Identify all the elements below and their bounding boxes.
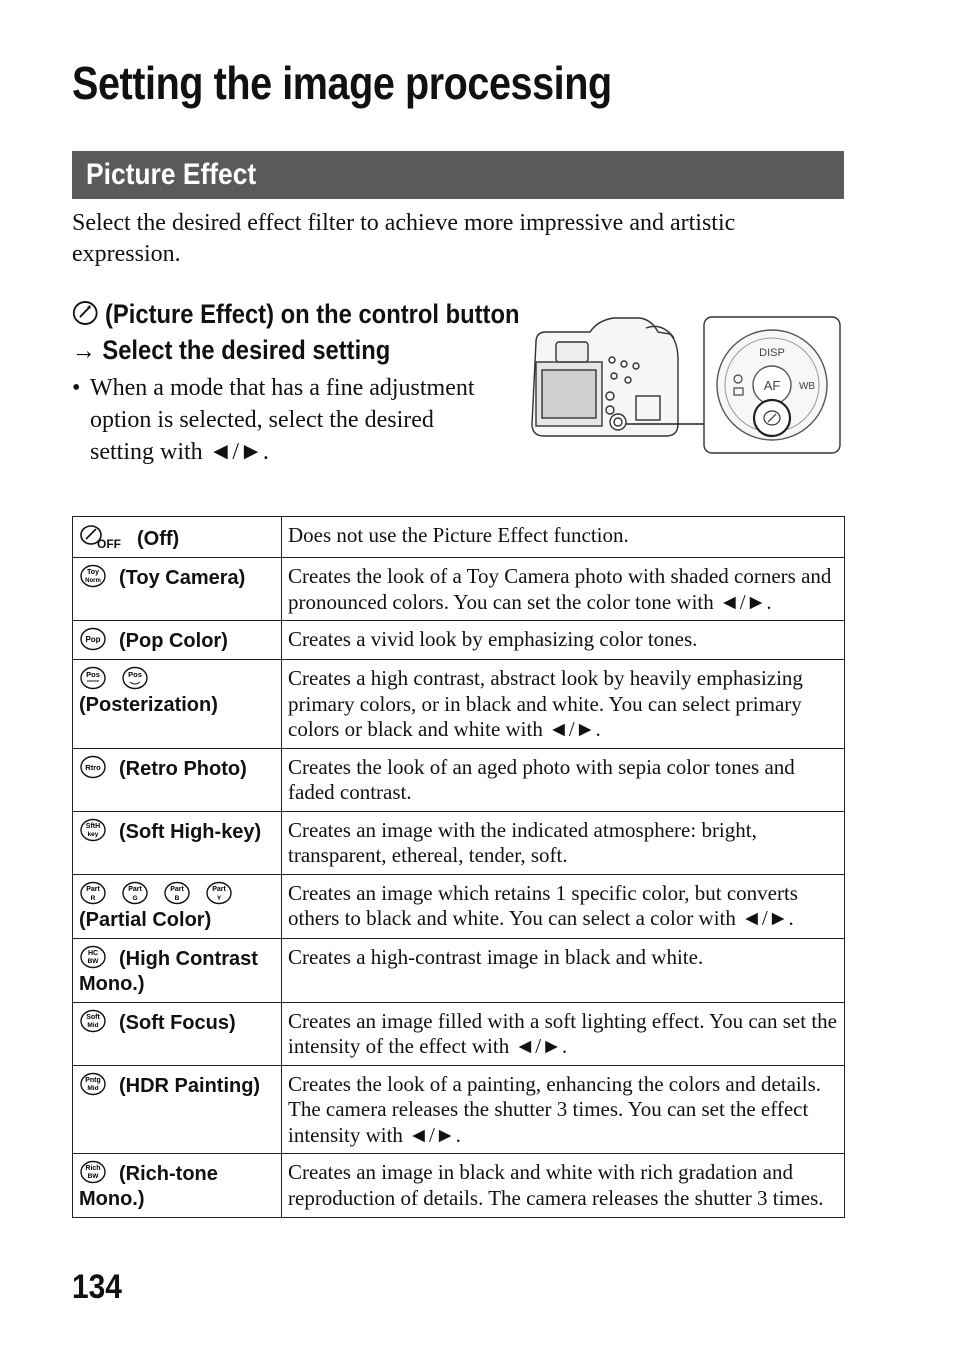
svg-text:Norm: Norm [85,578,101,584]
step-heading [72,296,542,368]
svg-text:key: key [87,830,99,838]
effect-description: Creates a high-contrast image in black and white. [282,938,845,1002]
effect-name-cell [73,1154,282,1218]
svg-text:BW: BW [87,1173,99,1180]
bullet-dot-icon: • [72,375,81,401]
dial-right-label: WB [798,381,816,392]
table-row [73,748,845,811]
table-row [73,660,845,749]
dial-center-label: AF [763,378,781,393]
effect-name: (Retro Photo) [119,757,247,780]
section-title: Picture Effect [86,158,257,191]
arrow-icon: → [72,335,96,365]
svg-text:G: G [132,894,138,902]
posterization-bw-icon [121,666,149,690]
svg-text:Pos: Pos [128,670,142,679]
effect-name: (Rich-tone Mono.) [79,1163,218,1210]
table-row [73,811,845,874]
effect-description: Creates an image which retains 1 specific color, but converts others to black and white. You can select a color with ◄/►. [282,874,845,938]
effect-name-cell [73,874,282,938]
svg-text:Pntg: Pntg [85,1076,101,1084]
effect-name: (Off) [137,528,180,550]
camera-body-icon [532,318,678,436]
svg-text:Part: Part [170,885,184,893]
table-row [73,874,845,938]
table-row [73,517,845,558]
svg-text:Toy: Toy [87,569,99,576]
partial-color-blue-icon [163,881,191,905]
table-row [73,1154,845,1218]
page-title: Setting the image processing [72,57,612,109]
rich-tone-mono-icon [79,1160,107,1184]
effect-name-cell [73,1065,282,1154]
effect-description: Creates a vivid look by emphasizing color tones. [282,621,845,660]
effect-description: Does not use the Picture Effect function. [282,517,845,558]
effect-description: Creates the look of a Toy Camera photo with shaded corners and pronounced colors. You can set the color tone with ◄/►. [282,558,845,621]
svg-text:BW: BW [87,957,99,965]
retro-photo-icon [79,755,107,779]
page-number: 134 [72,1268,122,1306]
soft-high-key-icon [79,818,107,842]
svg-text:Mid: Mid [87,1021,99,1029]
effect-name: (Partial Color) [79,908,212,931]
effect-description: Creates an image filled with a soft lighting effect. You can set the intensity of the effect with ◄/►. [282,1002,845,1065]
instruction-text: When a mode that has a fine adjustment option is selected, select the desired setting with ◄/►. [90,375,475,465]
svg-text:Part: Part [128,885,142,893]
svg-text:Rich: Rich [85,1165,101,1172]
effect-name-cell [73,748,282,811]
soft-focus-icon [79,1009,107,1033]
table-row [73,938,845,1002]
effect-description: Creates a high contrast, abstract look by heavily emphasizing primary colors, or in black and white. You can select primary colors or black and white with ◄/►. [282,660,845,749]
effect-name-cell [73,621,282,660]
svg-text:Y: Y [216,894,222,902]
effect-name: (Soft High-key) [119,820,262,843]
table-row [73,621,845,660]
effects-table [72,516,845,1218]
effect-name: (HDR Painting) [119,1074,261,1097]
effect-name: (Toy Camera) [119,567,246,589]
toy-camera-icon [79,564,107,588]
table-row [73,558,845,621]
svg-text:SftH: SftH [85,822,101,830]
dial-top-label: DISP [759,347,785,359]
posterization-color-icon [79,666,107,690]
effect-name: (Soft Focus) [119,1011,236,1034]
pop-color-icon [79,627,107,651]
svg-text:Part: Part [212,885,226,893]
svg-text:Pop: Pop [85,635,101,644]
table-row [73,1002,845,1065]
svg-text:R: R [90,894,96,902]
camera-illustration [528,312,844,458]
effect-name-cell [73,517,282,558]
intro-text: Select the desired effect filter to achieve more impressive and artistic expression. [72,210,736,267]
effect-description: Creates an image in black and white with rich gradation and reproduction of details. The camera releases the shutter 3 times. [282,1154,845,1218]
control-dial-icon [717,330,827,440]
step-heading-part2: Select the desired setting [102,335,391,365]
high-contrast-mono-icon [79,945,107,969]
step-heading-part1: (Picture Effect) on the control button [105,299,520,329]
effect-name: (High Contrast Mono.) [79,947,258,995]
effect-name-cell [73,1002,282,1065]
effect-description: Creates the look of a painting, enhancing the colors and details. The camera releases the shutter 3 times. You can set the effect intensity with ◄/►. [282,1065,845,1154]
svg-text:HC: HC [87,949,99,957]
svg-text:B: B [174,894,180,902]
effect-description: Creates an image with the indicated atmosphere: bright, transparent, ethereal, tender, soft. [282,811,845,874]
svg-text:Mid: Mid [87,1084,99,1092]
svg-text:Pos: Pos [86,670,100,679]
hdr-painting-icon [79,1072,107,1096]
effect-description: Creates the look of an aged photo with sepia color tones and faded contrast. [282,748,845,811]
effect-name-cell [73,558,282,621]
instruction-bullet [72,372,502,468]
effect-name: (Pop Color) [119,630,228,652]
svg-text:Soft: Soft [86,1013,100,1021]
effect-off-icon [79,523,125,549]
svg-text:Rtro: Rtro [85,762,101,772]
table-row [73,1065,845,1154]
effect-name-cell [73,938,282,1002]
effect-name-cell [73,660,282,749]
svg-text:Part: Part [86,885,100,893]
partial-color-green-icon [121,881,149,905]
partial-color-yellow-icon [205,881,233,905]
effect-name: (Posterization) [79,694,218,716]
svg-text:OFF: OFF [97,537,121,549]
effect-name-cell [73,811,282,874]
partial-color-red-icon [79,881,107,905]
section-header [72,151,844,199]
picture-effect-icon [72,300,98,326]
